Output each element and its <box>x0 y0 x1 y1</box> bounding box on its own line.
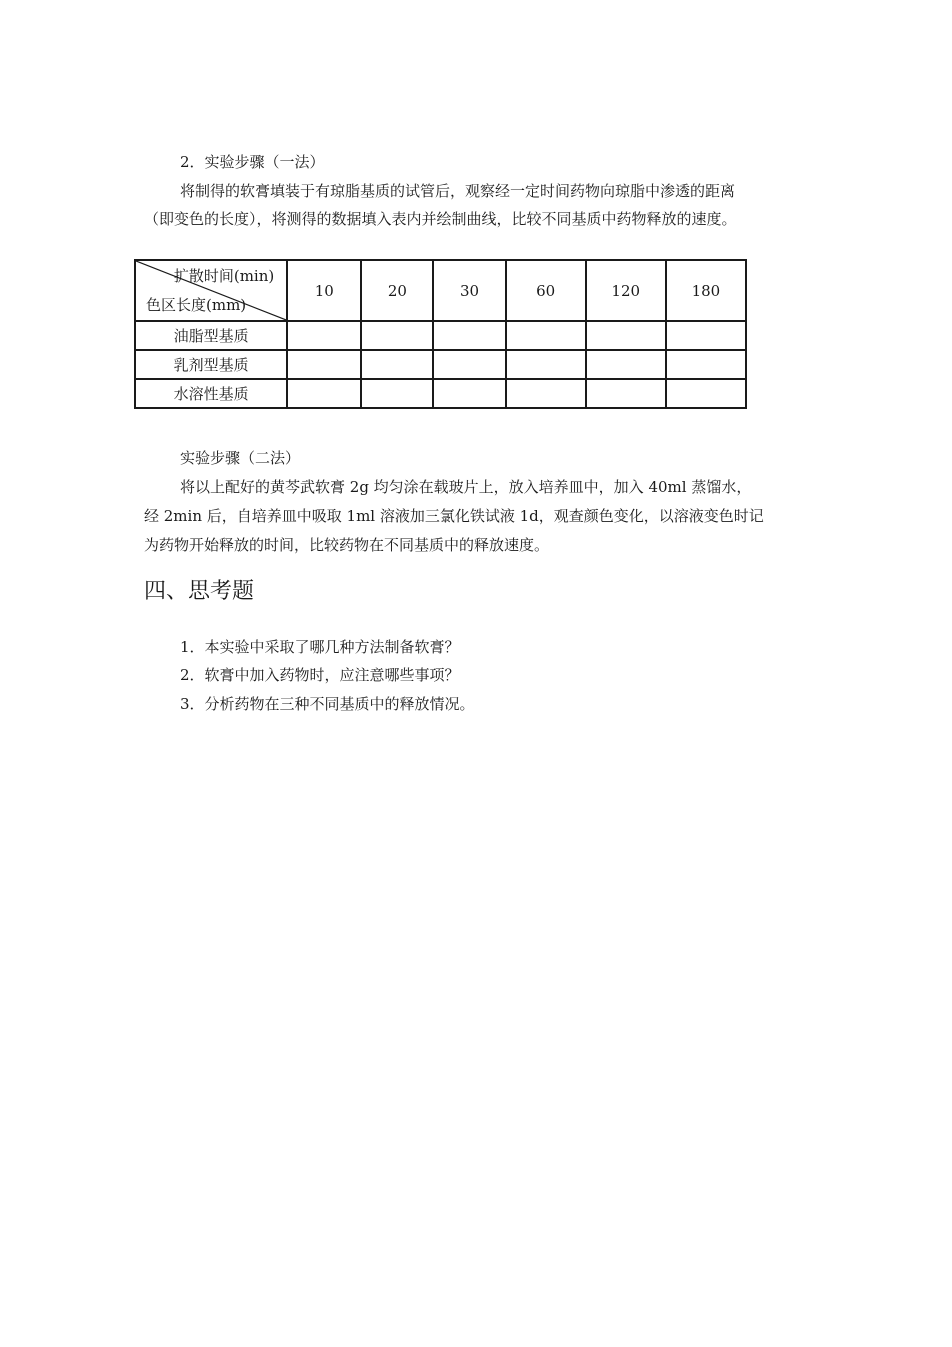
column-header: 60 <box>506 260 586 321</box>
table-row <box>135 321 746 350</box>
table-cell <box>506 350 586 379</box>
table-cell <box>586 321 666 350</box>
table-cell <box>506 379 586 408</box>
table-cell <box>361 379 433 408</box>
row-label: 水溶性基质 <box>135 379 287 408</box>
section-title-method-1: 2．实验步骤（一法） <box>180 153 325 171</box>
row-label: 乳剂型基质 <box>135 350 287 379</box>
column-header: 10 <box>287 260 361 321</box>
table-cell <box>666 379 746 408</box>
diagonal-header-cell <box>135 260 287 321</box>
table-cell <box>361 321 433 350</box>
table-cell <box>666 321 746 350</box>
column-header: 180 <box>666 260 746 321</box>
column-header: 30 <box>433 260 505 321</box>
question-item: 3．分析药物在三种不同基质中的释放情况。 <box>180 695 475 713</box>
paragraph-line: （即变色的长度），将测得的数据填入表内并绘制曲线，比较不同基质中药物释放的速度。 <box>144 210 737 228</box>
table-cell <box>287 321 361 350</box>
section-heading-questions: 四、思考题 <box>144 579 255 604</box>
paragraph-line: 为药物开始释放的时间，比较药物在不同基质中的释放速度。 <box>144 536 550 554</box>
table-cell <box>586 350 666 379</box>
corner-label-time: 扩散时间(min) <box>173 267 275 285</box>
table-cell <box>666 350 746 379</box>
table-cell <box>433 350 505 379</box>
column-header: 20 <box>361 260 433 321</box>
table-cell <box>433 379 505 408</box>
table-row <box>135 379 746 408</box>
paragraph-line: 经 2min 后，自培养皿中吸取 1ml 溶液加三氯化铁试液 1d，观查颜色变化，以溶液变色时记 <box>144 507 764 525</box>
table-cell <box>433 321 505 350</box>
table-cell <box>586 379 666 408</box>
table-cell <box>361 350 433 379</box>
section-title-method-2: 实验步骤（二法） <box>180 449 301 467</box>
question-item: 1．本实验中采取了哪几种方法制备软膏？ <box>180 638 460 656</box>
question-item: 2．软膏中加入药物时，应注意哪些事项？ <box>180 666 460 684</box>
column-header: 120 <box>586 260 666 321</box>
row-label: 油脂型基质 <box>135 321 287 350</box>
results-table <box>134 259 747 409</box>
paragraph-line: 将以上配好的黄芩武软膏 2g 均匀涂在载玻片上，放入培养皿中，加入 40ml 蒸馏水， <box>180 478 752 496</box>
table-row <box>135 350 746 379</box>
table-cell <box>287 350 361 379</box>
paragraph-line: 将制得的软膏填装于有琼脂基质的试管后，观察经一定时间药物向琼脂中渗透的距离 <box>180 182 736 200</box>
table-cell <box>506 321 586 350</box>
corner-label-length: 色区长度(mm) <box>146 296 247 314</box>
table-header-row <box>135 260 746 321</box>
table-cell <box>287 379 361 408</box>
